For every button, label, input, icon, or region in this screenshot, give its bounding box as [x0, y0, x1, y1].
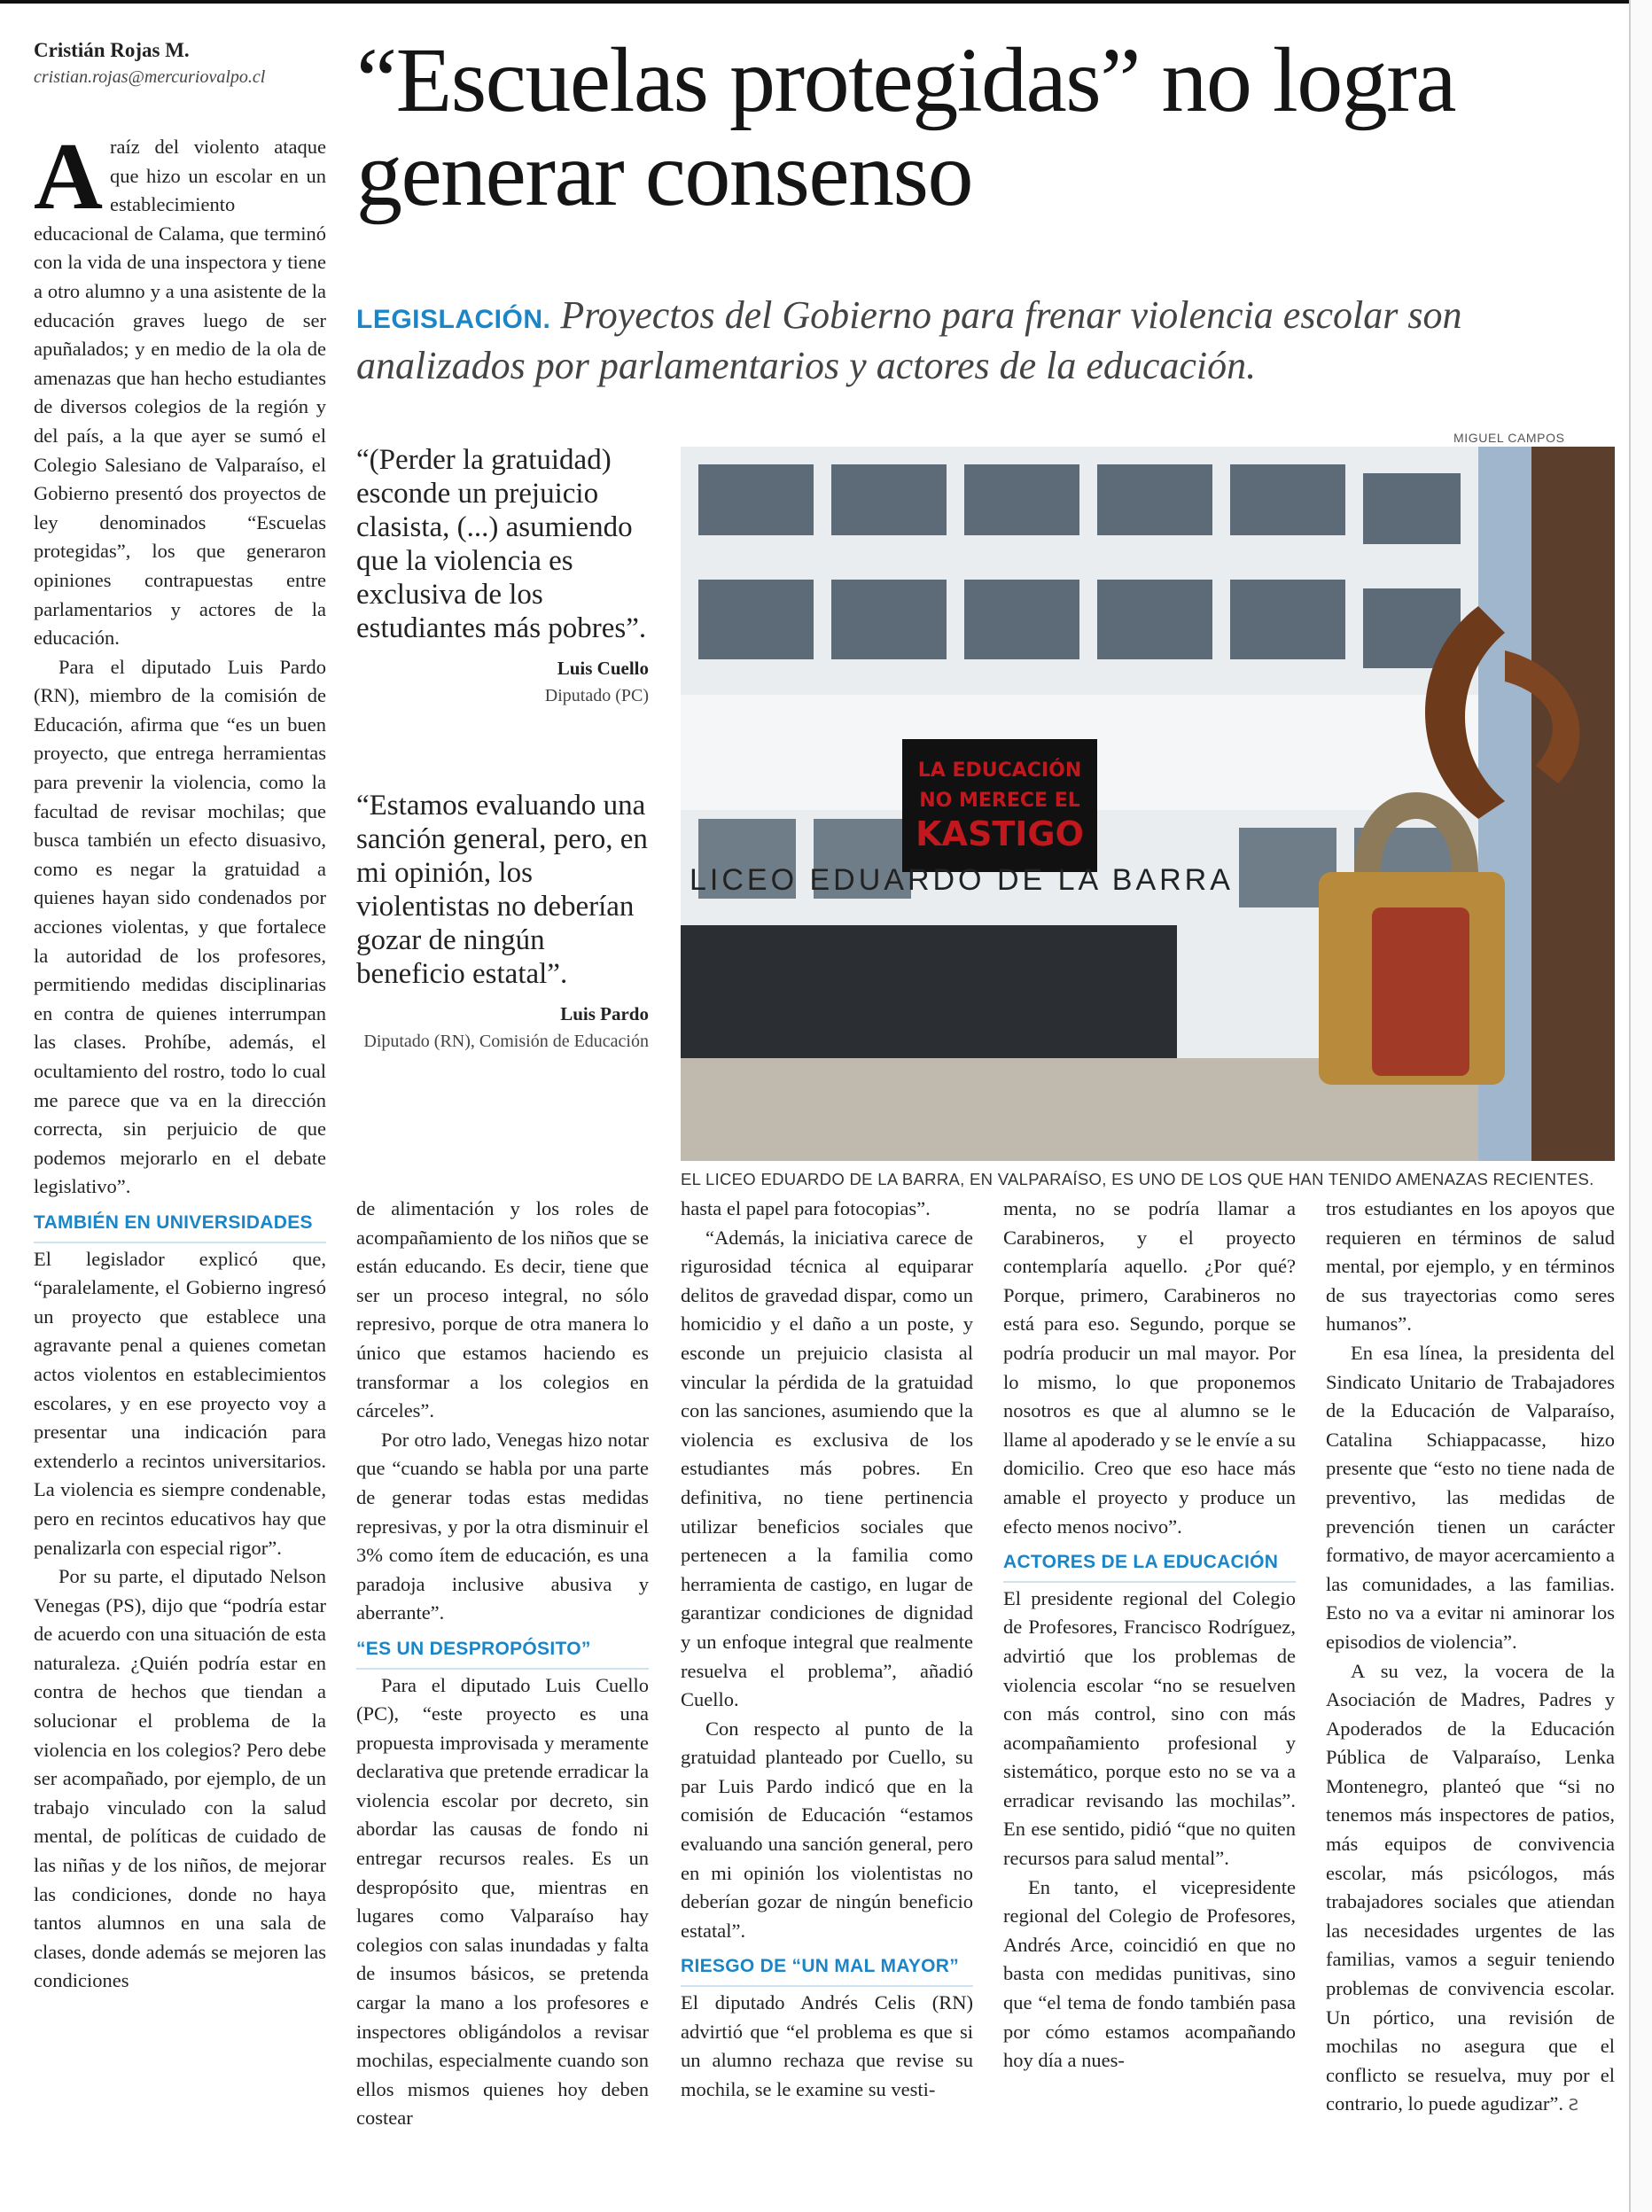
quote-author: Luis Pardo [560, 1003, 649, 1024]
subheading: TAMBIÉN EN UNIVERSIDADES [34, 1209, 326, 1243]
paragraph: En tanto, el vicepresidente regional del Colegio de Profesores, Andrés Arce, coincidió en que no basta con medidas punitivas, sino que “el tema de fondo también pasa por cómo estamos acompañando hoy día a nues- [1003, 1875, 1296, 2072]
banner-line-1: LA EDUCACIÓN [917, 759, 1082, 782]
gate-post [1531, 447, 1615, 1161]
closing-text: A su vez, la vocera de la Asociación de Madres, Padres y Apoderados de la Educación Pública de Valparaíso, Lenka Montenegro, planteó que “si no tenemos más inspectores de patios, más equipos de convivencia escolar, más psicólogos, más trabajadores sociales que atiendan las necesidades urgentes de las familias, vamos a seguir teniendo problemas de convivencia escolar. Un pórtico, una revisión de mochilas no asegura que el conflicto se resuelva, muy por el contrario, lo puede agudizar”. [1326, 1659, 1615, 2115]
deck-text: Proyectos del Gobierno para frenar violencia escolar son analizados por parlamentarios y actores de la educación. [356, 293, 1462, 387]
adjacent-page-edge [1629, 0, 1652, 2212]
school-photo [681, 447, 1615, 1161]
padlock-paint [1372, 907, 1469, 1076]
paragraph: Para el diputado Luis Cuello (PC), “este proyecto es una propuesta improvisada y meramente declarativa que pretende erradicar la violencia escolar por decreto, sin abordar las causas de fondo ni entregar recursos reales. Es un despropósito que, mientras en lugares como Valparaíso hay colegios con salas inundadas y falta de insumos básicos, se pretenda cargar la mano a los profesores e inspectores obligándolos a revisar mochilas, especialmente cuando son ellos mismos quienes hoy deben costear [356, 1673, 649, 2130]
paragraph: El diputado Andrés Celis (RN) advirtió que “el problema es que si un alumno rechaza que revise su mochila, se le examine su vesti- [681, 1991, 973, 2100]
banner-line-3: KASTIGO [916, 814, 1084, 853]
quote-role: Diputado (PC) [544, 686, 649, 705]
paragraph: hasta el papel para fotocopias”. [681, 1197, 931, 1219]
body-column-5 [1326, 1195, 1615, 2121]
school-sign: LICEO EDUARDO DE LA BARRA [690, 863, 1234, 897]
paragraph [1326, 1657, 1615, 2122]
paragraph: “Además, la iniciativa carece de rigurosidad técnica al equiparar delitos de gravedad dispar, como un homicidio y el daño a un poste, y esconde un prejuicio clasista al vincular la pérdida de la gratuidad con las sanciones, asumiendo que la violencia es exclusiva de los estudiantes más pobres. En definitiva, no tiene pertinencia utilizar beneficios sociales que pertenecen a la familia como herramienta de castigo, en lugar de garantizar condiciones de dignidad y un enfoque integral que realmente resuelva el problema”, añadió Cuello. [681, 1226, 973, 1711]
paragraph: Para el diputado Luis Pardo (RN), miembro de la comisión de Educación, afirma que “es un buen proyecto, que entrega herramientas para prevenir la violencia, como la facultad de revisar mochilas; que busca también un efecto disuasivo, como es negar la gratuidad a quienes hayan sido condenados por acciones violentas, y que fortalece la autoridad de los profesores, permitiendo medidas disciplinarias en contra de quienes interrumpan las clases. Prohíbe, además, el ocultamiento del rostro, todo lo cual me parece que va en la dirección correcta, sin perjuicio de que podemos mejorarlo en el debate legislativo”. [34, 655, 326, 1198]
quote-text: “Estamos evaluando una sanción general, pero, en mi opinión, los violentistas no deberían gozar de ningún beneficio estatal”. [356, 790, 648, 990]
paragraph: menta, no se podría llamar a Carabineros, y el proyecto contemplaría aquello. ¿Por qué? Porque, primero, Carabineros no está para eso. Segundo, porque se podría producir un mal mayor. Por lo mismo, lo que proponemos nosotros es que al alumno se le llame al apoderado y se le envíe a su domicilio. Creo que eso hace más amable el proyecto y produce un efecto menos nocivo”. [1003, 1197, 1296, 1538]
subheading: RIESGO DE “UN MAL MAYOR” [681, 1952, 973, 1987]
section-tag: LEGISLACIÓN. [356, 305, 551, 334]
paragraph: El legislador explicó que, “paralelamente, el Gobierno ingresó un proyecto que establece una agravante penal a quienes cometan actos violentos en establecimientos escolares, y en ese proyecto voy a presentar una indicación para extenderlo a recintos universitarios. La violencia es siempre condenable, pero en recintos educativos hay que penalizarla con especial rigor”. [34, 1247, 326, 1559]
byline [34, 39, 335, 88]
entrance-shadow [681, 925, 1177, 1058]
paragraph: El presidente regional del Colegio de Profesores, Francisco Rodríguez, advirtió que los problemas de violencia escolar “no se resuelven con más control, sino con más acompañamiento profesional y sistemático, porque esto no se va a erradicar revisando las mochilas”. En ese sentido, pidió “que no quiten recursos para salud mental”. [1003, 1586, 1296, 1870]
banner-line-2: NO MERECE EL [919, 790, 1080, 812]
photo-caption: EL LICEO EDUARDO DE LA BARRA, EN VALPARAÍSO, ES UNO DE LOS QUE HAN TENIDO AMENAZAS RECIENTES. [681, 1170, 1594, 1188]
subheading: “ES UN DESPROPÓSITO” [356, 1635, 649, 1670]
pull-quote [356, 789, 649, 1054]
paragraph: Por otro lado, Venegas hizo notar que “cuando se habla por una parte de generar todas estas medidas represivas, y por la otra disminuir el 3% como ítem de educación, es una paradoja inclusive abusiva y aberrante”. [356, 1428, 649, 1624]
headline: “Escuelas protegidas” no logra generar consenso [356, 29, 1456, 225]
paragraph: de alimentación y los roles de acompañamiento de los niños que se están educando. Es decir, tiene que ser un proceso integral, no sólo represivo, porque de otra manera lo único que estamos haciendo es transformar a los colegios en cárceles”. [356, 1197, 649, 1422]
deck [356, 292, 1624, 389]
end-mark: Ƨ [1568, 2096, 1579, 2115]
quote-author: Luis Cuello [557, 658, 649, 679]
paragraph: Por su parte, el diputado Nelson Venegas (PS), dijo que “podría estar de acuerdo con una situación de esta naturaleza. ¿Quién podría estar en contra de hechos que tiendan a solucionar el problema de la violencia en los colegios? Pero debe ser acompañado, por ejemplo, de un trabajo vinculado con la salud mental, de políticas de cuidado de las niñas y de los niños, de mejorar las condiciones, donde no haya tantos alumnos en una sala de clases, donde además se mejoren las condiciones [34, 1565, 326, 1992]
paragraph: En esa línea, la presidenta del Sindicato Unitario de Trabajadores de la Educación de Valparaíso, Catalina Schiappacasse, hizo presente que “esto no tiene nada de preventivo, las medidas de prevención tienen un carácter formativo, de mayor acercamiento a las comunidades, a las familias. Esto no va a evitar ni aminorar los episodios de violencia”. [1326, 1341, 1615, 1653]
body-column-1 [34, 124, 326, 1996]
lead-text: raíz del violento ataque que hizo un escolar en un establecimiento educacional de Calama, que terminó con la vida de una inspectora y tiene a otro alumno y a una asistente de la educación graves luego de ser apuñalados; y en medio de la ola de amenazas que han hecho estudiantes de diversos colegios de la región y del país, a la que ayer se sumó el Colegio Salesiano de Valparaíso, el Gobierno presentó dos proyectos de ley denominados “Escuelas protegidas”, los que generaron opiniones contrapuestas entre parlamentarios y actores de la educación. [34, 136, 326, 650]
photo-illustration [681, 447, 1615, 1161]
top-rule [0, 0, 1652, 4]
body-column-4 [1003, 1195, 1296, 2076]
body-column-3 [681, 1195, 973, 2104]
paragraph: tros estudiantes en los apoyos que requieren en términos de salud mental, por ejemplo, y en términos de sus trayectorias como seres humanos”. [1326, 1197, 1615, 1336]
subheading: ACTORES DE LA EDUCACIÓN [1003, 1548, 1296, 1583]
author-email: cristian.rojas@mercuriovalpo.cl [34, 67, 266, 87]
quote-text: “(Perder la gratuidad) esconde un prejuicio clasista, (...) asumiendo que la violencia es exclusiva de los estudiantes más pobres”. [356, 444, 647, 644]
author-name: Cristián Rojas M. [34, 39, 190, 61]
body-column-2 [356, 1195, 649, 2133]
photo-credit: MIGUEL CAMPOS [1453, 431, 1565, 445]
quote-role: Diputado (RN), Comisión de Educación [363, 1032, 649, 1051]
drop-cap: A [34, 124, 103, 230]
lead-paragraph [34, 124, 326, 653]
paragraph: Con respecto al punto de la gratuidad planteado por Cuello, su par Luis Pardo indicó que en la comisión de Educación “estamos evaluando una sanción general, pero en mi opinión los violentistas no deberían gozar de ningún beneficio estatal”. [681, 1717, 973, 1942]
pull-quote [356, 443, 649, 708]
